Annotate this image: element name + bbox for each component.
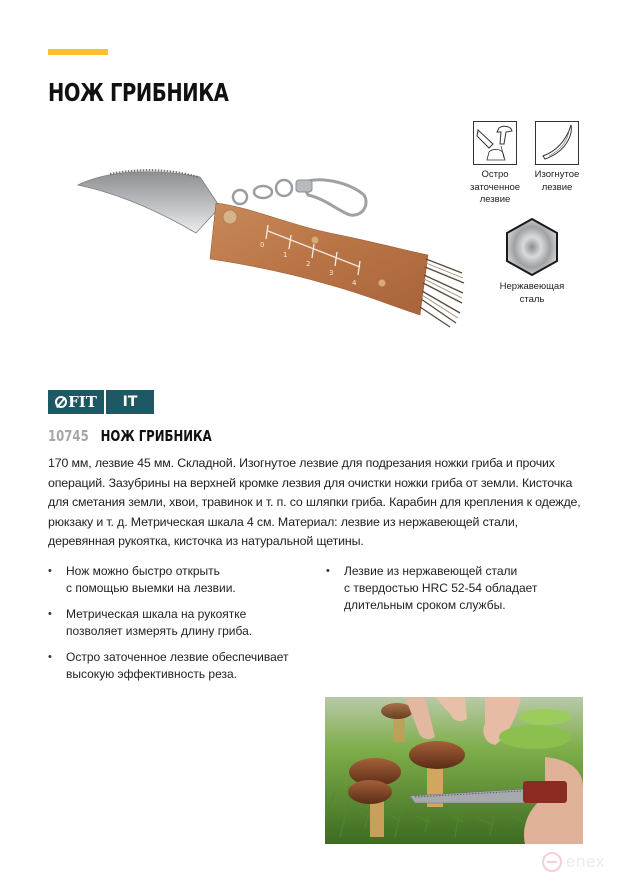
list-item: • Нож можно быстро открыть с помощью выемки на лезвии. (48, 563, 298, 597)
brand-logo (48, 390, 154, 414)
svg-text:0: 0 (260, 241, 265, 249)
product-name: НОЖ ГРИБНИКА (100, 427, 212, 445)
accent-bar (48, 49, 108, 55)
feature-list-right (326, 563, 556, 623)
svg-text:2: 2 (306, 260, 311, 268)
list-item: • Метрическая шкала на рукоятке позволяет измерять длину гриба. (48, 606, 298, 640)
product-description: 170 мм, лезвие 45 мм. Складной. Изогнутое лезвие для подрезания ножки гриба и прочих операций. Зазубрины на верхней кромке лезвия для очистки ножки гриба от земли. Кисточка для сметания земли, хвои, травинок и т. п. со шляпки гриба. Карабин для крепления к одежде, рюкзаку и т. д. Метрическая шкала 4 см. Материал: лезвие из нержавеющей стали, деревянная рукоятка, кисточка из натуральной щетины. (48, 456, 581, 549)
list-item: • Лезвие из нержавеющей стали с твердостью HRC 52-54 обладает длительным сроком службы. (326, 563, 556, 614)
sharp-blade-icon (473, 121, 517, 165)
brand-logo-it: IT (106, 390, 154, 414)
feature-stainless-steel: Нержавеющая сталь (492, 217, 572, 306)
list-item: • Остро заточенное лезвие обеспечивает высокую эффективность реза. (48, 649, 298, 683)
curved-blade-icon (535, 121, 579, 165)
fit-logo-icon (55, 396, 67, 408)
feature-sharp-blade: Остро заточенное лезвие (468, 121, 522, 207)
watermark: enex (542, 852, 605, 872)
feature-list-left (48, 563, 298, 692)
usage-photo (325, 697, 583, 844)
brand-logo-fit: FIT (48, 390, 104, 414)
product-sku: 10745 (48, 427, 89, 445)
svg-text:3: 3 (329, 269, 334, 277)
feature-curved-blade: Изогнутое лезвие (530, 121, 584, 194)
svg-text:4: 4 (352, 279, 357, 287)
stainless-steel-icon (504, 217, 560, 277)
svg-text:1: 1 (283, 251, 288, 259)
product-heading (48, 427, 212, 445)
enex-logo-icon (542, 852, 562, 872)
product-image (70, 155, 470, 365)
page-title: НОЖ ГРИБНИКА (48, 78, 229, 107)
